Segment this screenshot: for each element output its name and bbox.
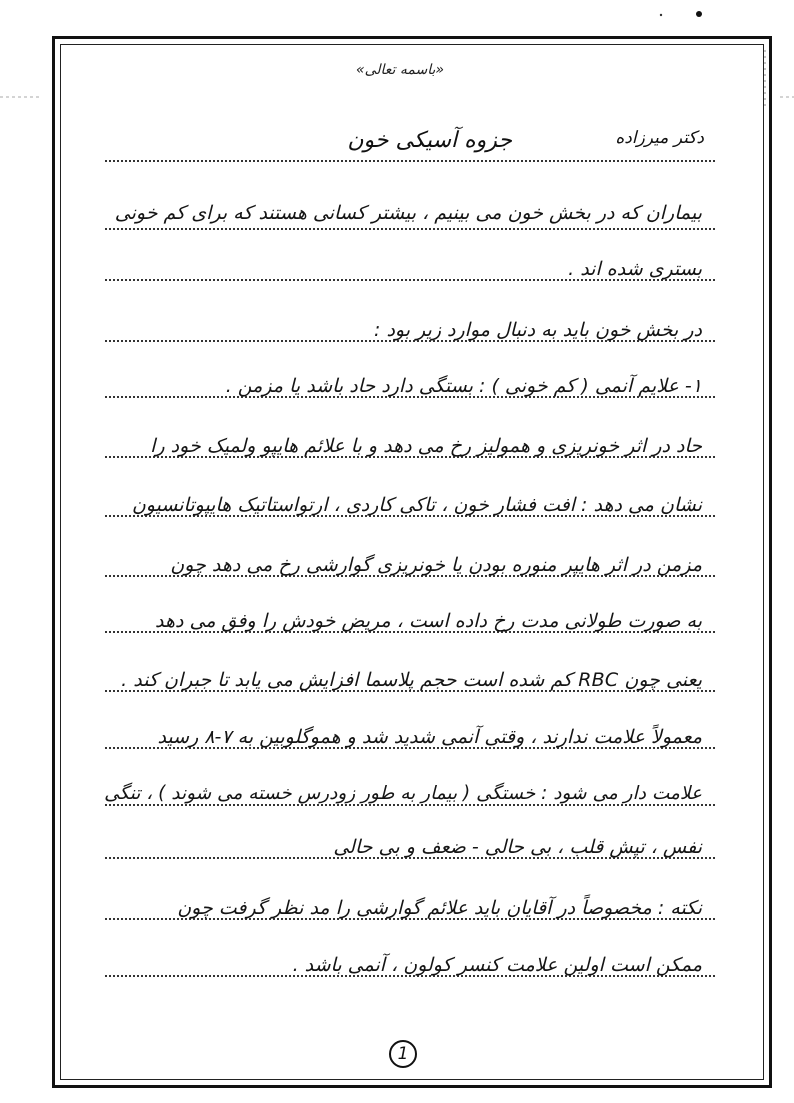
text-line: در بخش خون باید به دنبال موارد زیر بود : (374, 319, 702, 341)
text-line: مزمن در اثر هایپر منوره بودن یا خونریزی گوارشی رخ می دهد چون (170, 554, 702, 576)
page-title: جزوه آسیکی خون (347, 128, 512, 153)
text-line: یعنی چون RBC کم شده است حجم پلاسما افزایش می یابد تا جبران کند . (121, 669, 702, 691)
text-line: نفس ، تپش قلب ، بی حالی - ضعف و بی حالی (333, 836, 702, 858)
text-line: ممکن است اولین علامت کنسر کولون ، آنمی باشد . (292, 954, 702, 976)
page-number: 1 (389, 1040, 417, 1068)
text-line: حاد در اثر خونریزی و همولیز رخ می دهد و با علائم هایپو ولمیک خود را (150, 435, 702, 457)
text-line: علامت دار می شود : خستگی ( بیمار به طور زودرس خسته می شوند ) ، تنگی (104, 783, 702, 804)
text-line: به صورت طولانی مدت رخ داده است ، مریض خودش را وفق می دهد (155, 610, 702, 632)
text-line: بستری شده اند . (568, 258, 702, 280)
text-line: ۱- علایم آنمی ( کم خونی ) : بستگی دارد حاد باشد یا مزمن . (225, 375, 702, 397)
text-line: نکته : مخصوصاً در آقایان باید علائم گوارشی را مد نظر گرفت چون (177, 897, 702, 919)
author-name: دکتر میرزاده (615, 128, 704, 148)
text-line: بیماران که در بخش خون می بینیم ، بیشتر کسانی هستند که برای کم خونی (114, 202, 702, 224)
ruled-line (105, 160, 715, 162)
text-line: معمولاً علامت ندارند ، وقتی آنمی شدید شد و هموگلوبین به ۷-۸ رسید (157, 726, 702, 748)
bismillah-heading: «باسمه تعالی» (355, 62, 445, 78)
ruled-line (105, 228, 715, 230)
text-line: نشان می دهد : افت فشار خون ، تاکی کاردی ، ارتواستاتیک هایپوتانسیون (131, 494, 702, 516)
